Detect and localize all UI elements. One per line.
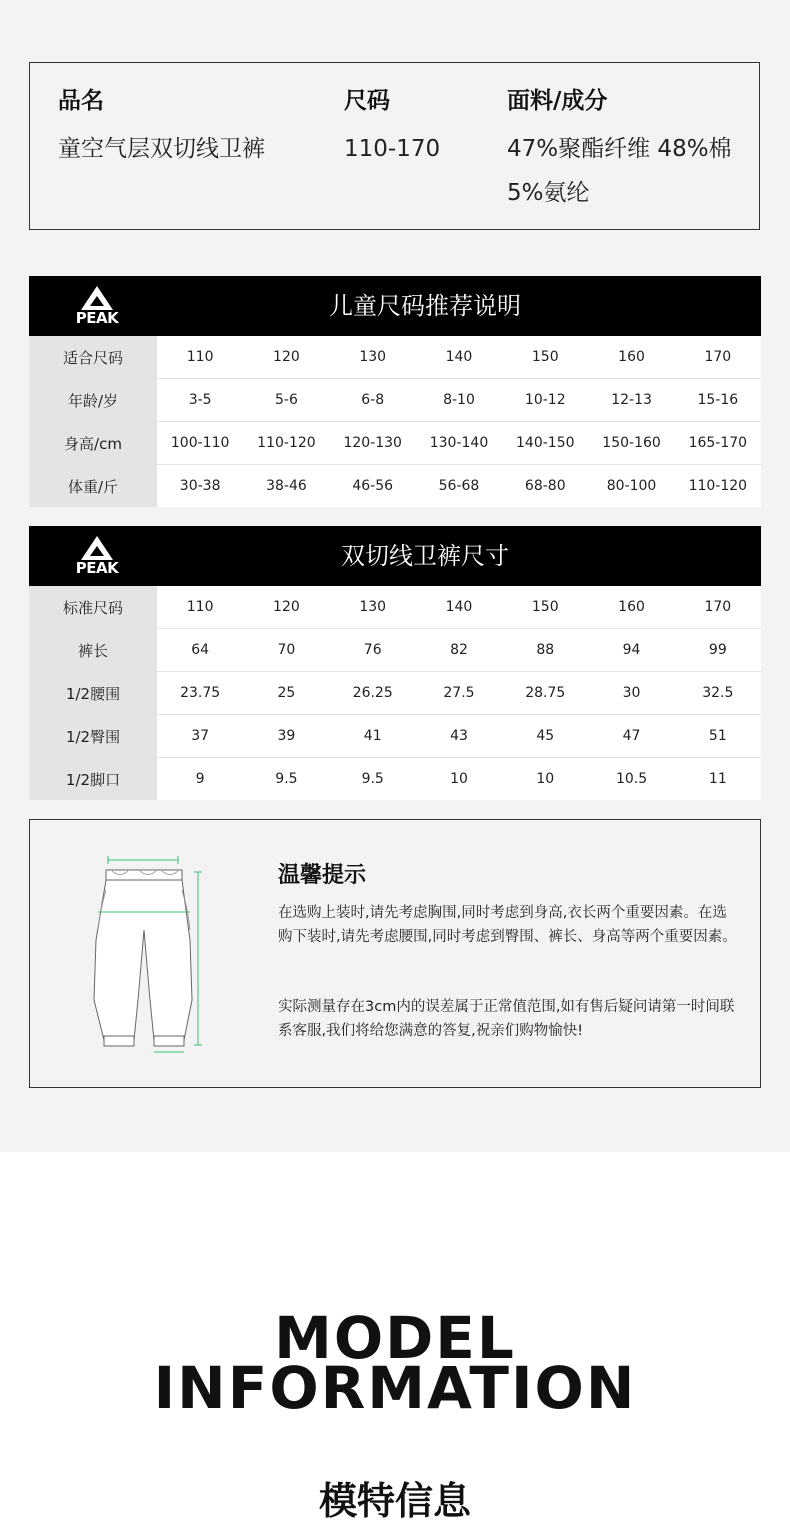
table-cell: 12-13 (611, 392, 652, 408)
product-fabric-column (507, 85, 732, 215)
row-label: 裤长 (29, 629, 157, 671)
table-cell: 110 (186, 599, 214, 615)
size-recommendation-table (29, 276, 761, 507)
table-cell: 9.5 (361, 771, 384, 787)
table-cell: 140 (445, 349, 473, 365)
product-fabric-header: 面料/成分 (507, 88, 608, 114)
table-title: 双切线卫裤尺寸 (341, 542, 509, 570)
table-cell: 30 (622, 685, 641, 701)
table-cell: 120 (273, 599, 300, 615)
table-row (29, 336, 761, 378)
table-cell: 3-5 (188, 392, 212, 408)
table-cell: 88 (536, 642, 555, 658)
table-cell: 10.5 (615, 771, 648, 787)
table-cell: 10 (536, 771, 555, 787)
row-label: 适合尺码 (29, 336, 157, 378)
table-cell: 150-160 (602, 435, 661, 451)
table-row (29, 757, 761, 800)
table-cell: 64 (191, 642, 210, 658)
model-title-line1: MODEL (274, 1304, 516, 1372)
table-cell: 10-12 (524, 392, 566, 408)
table-cell: 94 (622, 642, 641, 658)
table-cell: 30-38 (179, 478, 221, 494)
tips-title: 温馨提示 (278, 863, 367, 888)
pants-size-table (29, 526, 761, 800)
table-row (29, 421, 761, 464)
table-row (29, 464, 761, 507)
peak-logo-text: PEAK (75, 309, 119, 327)
table-cell: 110-120 (257, 435, 316, 451)
row-label: 1/2脚口 (29, 758, 157, 800)
table-cell: 56-68 (438, 478, 480, 494)
table-cell: 39 (277, 728, 296, 744)
tips-paragraph-1: 在选购上装时,请先考虑胸围,同时考虑到身高,衣长两个重要因素。在选购下装时,请先考虑腰围,同时考虑到臀围、裤长、身高等两个重要因素。 (278, 905, 737, 945)
pants-measurement-icon (90, 850, 220, 1060)
table-row (29, 586, 761, 628)
table-cell: 170 (704, 599, 732, 615)
table-cell: 110-120 (688, 478, 748, 494)
product-name-value: 童空气层双切线卫裤 (58, 136, 265, 162)
product-name-column (58, 85, 265, 171)
table-cell: 37 (191, 728, 210, 744)
table-cell: 160 (618, 349, 645, 365)
table-cell: 25 (277, 685, 296, 701)
table-cell: 41 (363, 728, 382, 744)
table-cell: 170 (704, 349, 732, 365)
row-label: 1/2臀围 (29, 715, 157, 757)
table-cell: 150 (531, 599, 559, 615)
table-cell: 99 (708, 642, 727, 658)
product-fabric-value-line2: 5%氨纶 (507, 180, 590, 206)
table-header (29, 276, 761, 336)
table-cell: 46-56 (352, 478, 394, 494)
table-cell: 160 (618, 599, 645, 615)
table-cell: 45 (536, 728, 555, 744)
table-cell: 8-10 (443, 392, 475, 408)
table-cell: 120-130 (343, 435, 402, 451)
table-cell: 110 (186, 349, 214, 365)
product-size-value: 110-170 (344, 136, 441, 162)
table-cell: 130 (359, 599, 387, 615)
tips-paragraph-2: 实际测量存在3cm内的误差属于正常值范围,如有售后疑问请第一时间联系客服,我们将给您满意的答复,祝亲们购物愉快! (278, 999, 735, 1039)
table-cell: 130-140 (429, 435, 489, 451)
model-title-chinese: 模特信息 (318, 1479, 471, 1523)
table-cell: 140 (445, 599, 473, 615)
table-row (29, 714, 761, 757)
table-cell: 27.5 (443, 685, 475, 701)
table-cell: 23.75 (180, 685, 221, 701)
tips-box (29, 819, 761, 1088)
table-cell: 11 (708, 771, 727, 787)
table-cell: 15-16 (697, 392, 739, 408)
row-label: 年龄/岁 (29, 379, 157, 421)
table-cell: 26.25 (352, 685, 393, 701)
table-cell: 43 (450, 728, 468, 744)
table-cell: 70 (277, 642, 296, 658)
table-cell: 6-8 (361, 392, 385, 408)
row-label: 1/2腰围 (29, 672, 157, 714)
table-cell: 47 (622, 728, 641, 744)
product-size-column (344, 85, 440, 171)
table-cell: 9.5 (275, 771, 298, 787)
table-title: 儿童尺码推荐说明 (329, 292, 521, 320)
product-size-header: 尺码 (344, 88, 390, 114)
table-cell: 28.75 (525, 685, 566, 701)
row-label: 标准尺码 (29, 586, 157, 628)
table-cell: 80-100 (606, 478, 657, 494)
table-cell: 100-110 (170, 435, 230, 451)
table-cell: 68-80 (524, 478, 566, 494)
table-cell: 165-170 (688, 435, 748, 451)
product-name-header: 品名 (58, 88, 104, 114)
table-body (29, 336, 761, 507)
table-cell: 82 (450, 642, 468, 658)
table-cell: 32.5 (702, 685, 734, 701)
table-row (29, 671, 761, 714)
model-title-line2: INFORMATION (153, 1354, 637, 1422)
table-cell: 150 (531, 349, 559, 365)
table-cell: 5-6 (274, 392, 298, 408)
row-label: 体重/斤 (29, 465, 157, 507)
row-label: 身高/cm (29, 422, 157, 464)
table-cell: 120 (273, 349, 300, 365)
table-row (29, 628, 761, 671)
table-cell: 38-46 (266, 478, 307, 494)
product-info-box (29, 62, 760, 230)
product-fabric-value-line1: 47%聚酯纤维 48%棉 (507, 136, 732, 162)
peak-logo-text: PEAK (75, 559, 119, 577)
table-header (29, 526, 761, 586)
table-cell: 140-150 (516, 435, 575, 451)
table-cell: 51 (708, 728, 727, 744)
table-row (29, 378, 761, 421)
table-cell: 10 (450, 771, 468, 787)
table-cell: 76 (363, 642, 382, 658)
table-body (29, 586, 761, 800)
table-cell: 130 (359, 349, 387, 365)
table-cell: 9 (195, 771, 205, 787)
